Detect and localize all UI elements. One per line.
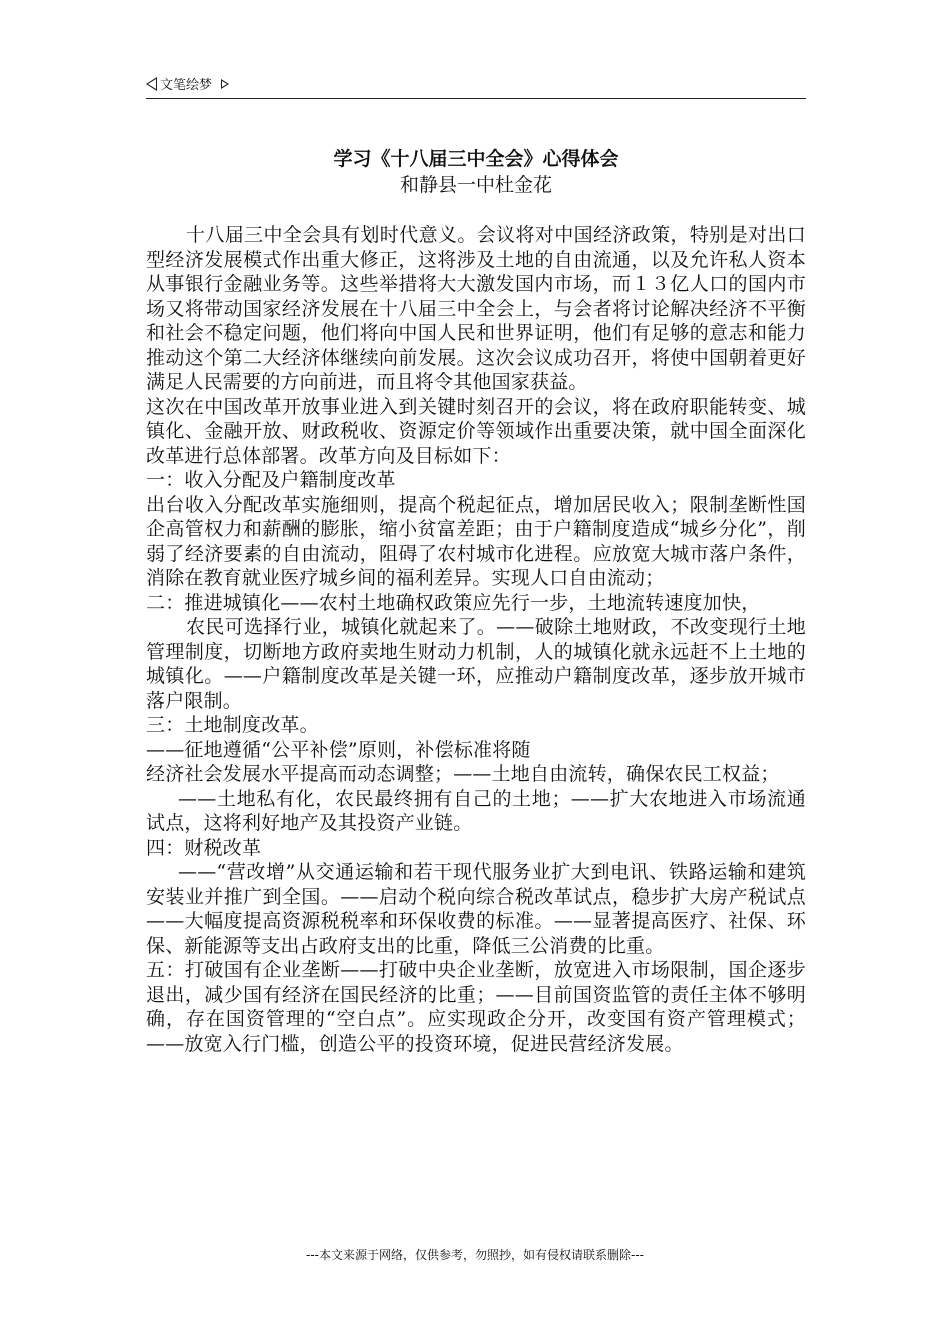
header-brand: [146, 74, 229, 93]
brand-label: 文笔绘梦: [160, 78, 213, 93]
triangle-right-icon: [221, 79, 229, 89]
paragraph-section-3c: ——土地私有化，农民最终拥有自己的土地；——扩大农地进入市场流通试点，这将利好地产及其投资产业链。: [146, 787, 806, 834]
paragraph-section-2: 农民可选择行业，城镇化就起来了。——破除土地财政，不改变现行土地管理制度，切断地方政府卖地生财动力机制，人的城镇化就永远赶不上土地的城镇化。——户籍制度改革是关键一环，应推动户籍制度改革，逐步放开城市落户限制。: [146, 616, 806, 712]
page-header: [146, 70, 806, 99]
paragraph-section-5: 五：打破国有企业垄断——打破中央企业垄断，放宽进入市场限制，国企逐步退出，减少国有经济在国民经济的比重；——目前国资监管的责任主体不够明确，存在国资管理的“空白点”。应实现政企分开，改变国有资产管理模式；——放宽入行门槛，创造公平的投资环境，促进民营经济发展。: [146, 959, 806, 1055]
paragraph-section-3a: ——征地遵循“公平补偿”原则，补偿标准将随: [146, 738, 531, 761]
section-heading-2: 二：推进城镇化——农村土地确权政策应先行一步，土地流转速度加快，: [146, 591, 761, 614]
section-heading-1: 一：收入分配及户籍制度改革: [146, 469, 396, 491]
section-heading-3: 三：土地制度改革。: [146, 714, 319, 736]
paragraph-intro: 十八届三中全会具有划时代意义。会议将对中国经济政策，特别是对出口型经济发展模式作出重大修正，这将涉及土地的自由流通，以及允许私人资本从事银行金融业务等。这些举措将大大激发国内市场，而１３亿人口的国内市场又将带动国家经济发展在十八届三中全会上，与会者将讨论解决经济不平衡和社会不稳定问题，他们将向中国人民和世界证明，他们有足够的意志和能力推动这个第二大经济体继续向前发展。这次会议成功召开，将使中国朝着更好满足人民需要的方向前进，而且将令其他国家获益。: [146, 224, 806, 393]
author-line: 和静县一中杜金花: [399, 174, 552, 196]
paragraph-section-4: ——“营改增”从交通运输和若干现代服务业扩大到电讯、铁路运输和建筑安装业并推广到全国。——启动个税向综合税改革试点，稳步扩大房产税试点——大幅度提高资源税税率和环保收费的标准。——显著提高医疗、社保、环保、新能源等支出占政府支出的比重，降低三公消费的比重。: [146, 861, 806, 957]
document-title: 学习《十八届三中全会》心得体会: [333, 148, 619, 170]
paragraph-overview: 这次在中国改革开放事业进入到关键时刻召开的会议，将在政府职能转变、城镇化、金融开放、财政税收、资源定价等领域作出重要决策，就中国全面深化改革进行总体部署。改革方向及目标如下：: [146, 395, 806, 467]
footer-disclaimer: ---本文来源于网络，仅供参考，勿照抄，如有侵权请联系删除---: [306, 1248, 644, 1262]
paragraph-section-1: 出台收入分配改革实施细则，提高个税起征点，增加居民收入；限制垄断性国企高管权力和薪酬的膨胀，缩小贫富差距；由于户籍制度造成“城乡分化”，削弱了经济要素的自由流动，阻碍了农村城市化进程。应放宽大城市落户条件，消除在教育就业医疗城乡间的福利差异。实现人口自由流动；: [146, 493, 806, 589]
paragraph-section-3b: 经济社会发展水平提高而动态调整；——土地自由流转，确保农民工权益；: [146, 763, 780, 785]
document-body: [146, 223, 806, 1056]
triangle-left-icon: [146, 77, 157, 91]
section-heading-4: 四：财税改革: [146, 836, 262, 859]
